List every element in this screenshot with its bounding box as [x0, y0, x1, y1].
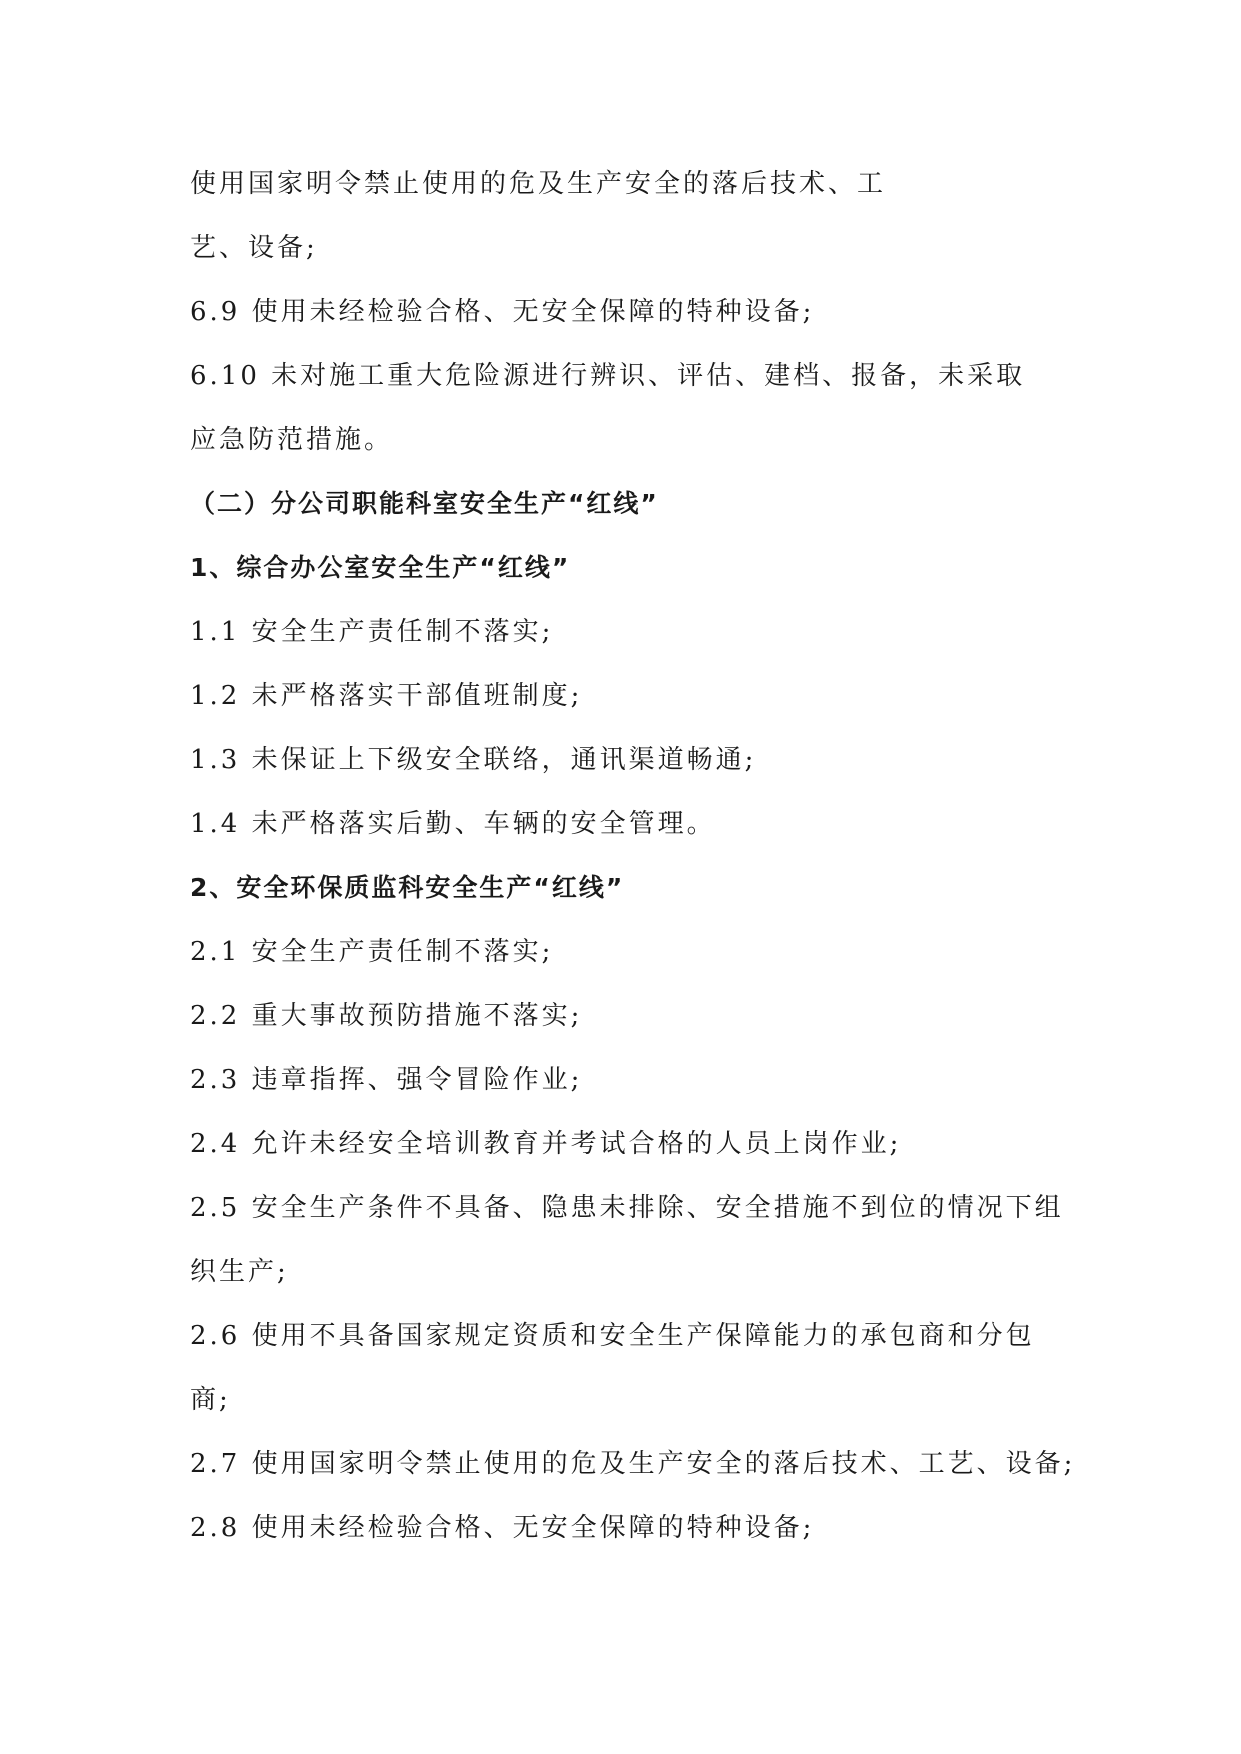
text-line: 艺、设备; — [190, 233, 318, 263]
list-item: 1.2 未严格落实干部值班制度; — [190, 681, 583, 711]
list-item: 2.3 违章指挥、强令冒险作业; — [190, 1065, 583, 1095]
text-line: 6.9 使用未经检验合格、无安全保障的特种设备; — [190, 297, 815, 327]
list-item: 2.6 使用不具备国家规定资质和安全生产保障能力的承包商和分包 — [190, 1321, 1035, 1351]
subsection-heading: 2、安全环保质监科安全生产“红线” — [190, 873, 625, 902]
text-line: 使用国家明令禁止使用的危及生产安全的落后技术、工 — [190, 169, 887, 199]
text-line: 织生产; — [190, 1257, 289, 1287]
list-item: 2.8 使用未经检验合格、无安全保障的特种设备; — [190, 1513, 815, 1543]
list-item: 1.1 安全生产责任制不落实; — [190, 617, 554, 647]
text-line: 商; — [190, 1385, 231, 1415]
list-item: 1.4 未严格落实后勤、车辆的安全管理。 — [190, 809, 716, 839]
list-item: 2.4 允许未经安全培训教育并考试合格的人员上岗作业; — [190, 1129, 902, 1159]
text-line: 应急防范措施。 — [190, 425, 394, 455]
list-item: 2.7 使用国家明令禁止使用的危及生产安全的落后技术、工艺、设备; — [190, 1449, 1076, 1479]
list-item: 1.3 未保证上下级安全联络，通讯渠道畅通; — [190, 745, 757, 775]
list-item: 2.5 安全生产条件不具备、隐患未排除、安全措施不到位的情况下组 — [190, 1193, 1064, 1223]
list-item: 2.2 重大事故预防措施不落实; — [190, 1001, 583, 1031]
list-item: 2.1 安全生产责任制不落实; — [190, 937, 554, 967]
subsection-heading: 1、综合办公室安全生产“红线” — [190, 553, 571, 582]
section-heading: （二）分公司职能科室安全生产“红线” — [190, 489, 659, 518]
text-line: 6.10 未对施工重大危险源进行辨识、评估、建档、报备，未采取 — [190, 361, 1026, 391]
